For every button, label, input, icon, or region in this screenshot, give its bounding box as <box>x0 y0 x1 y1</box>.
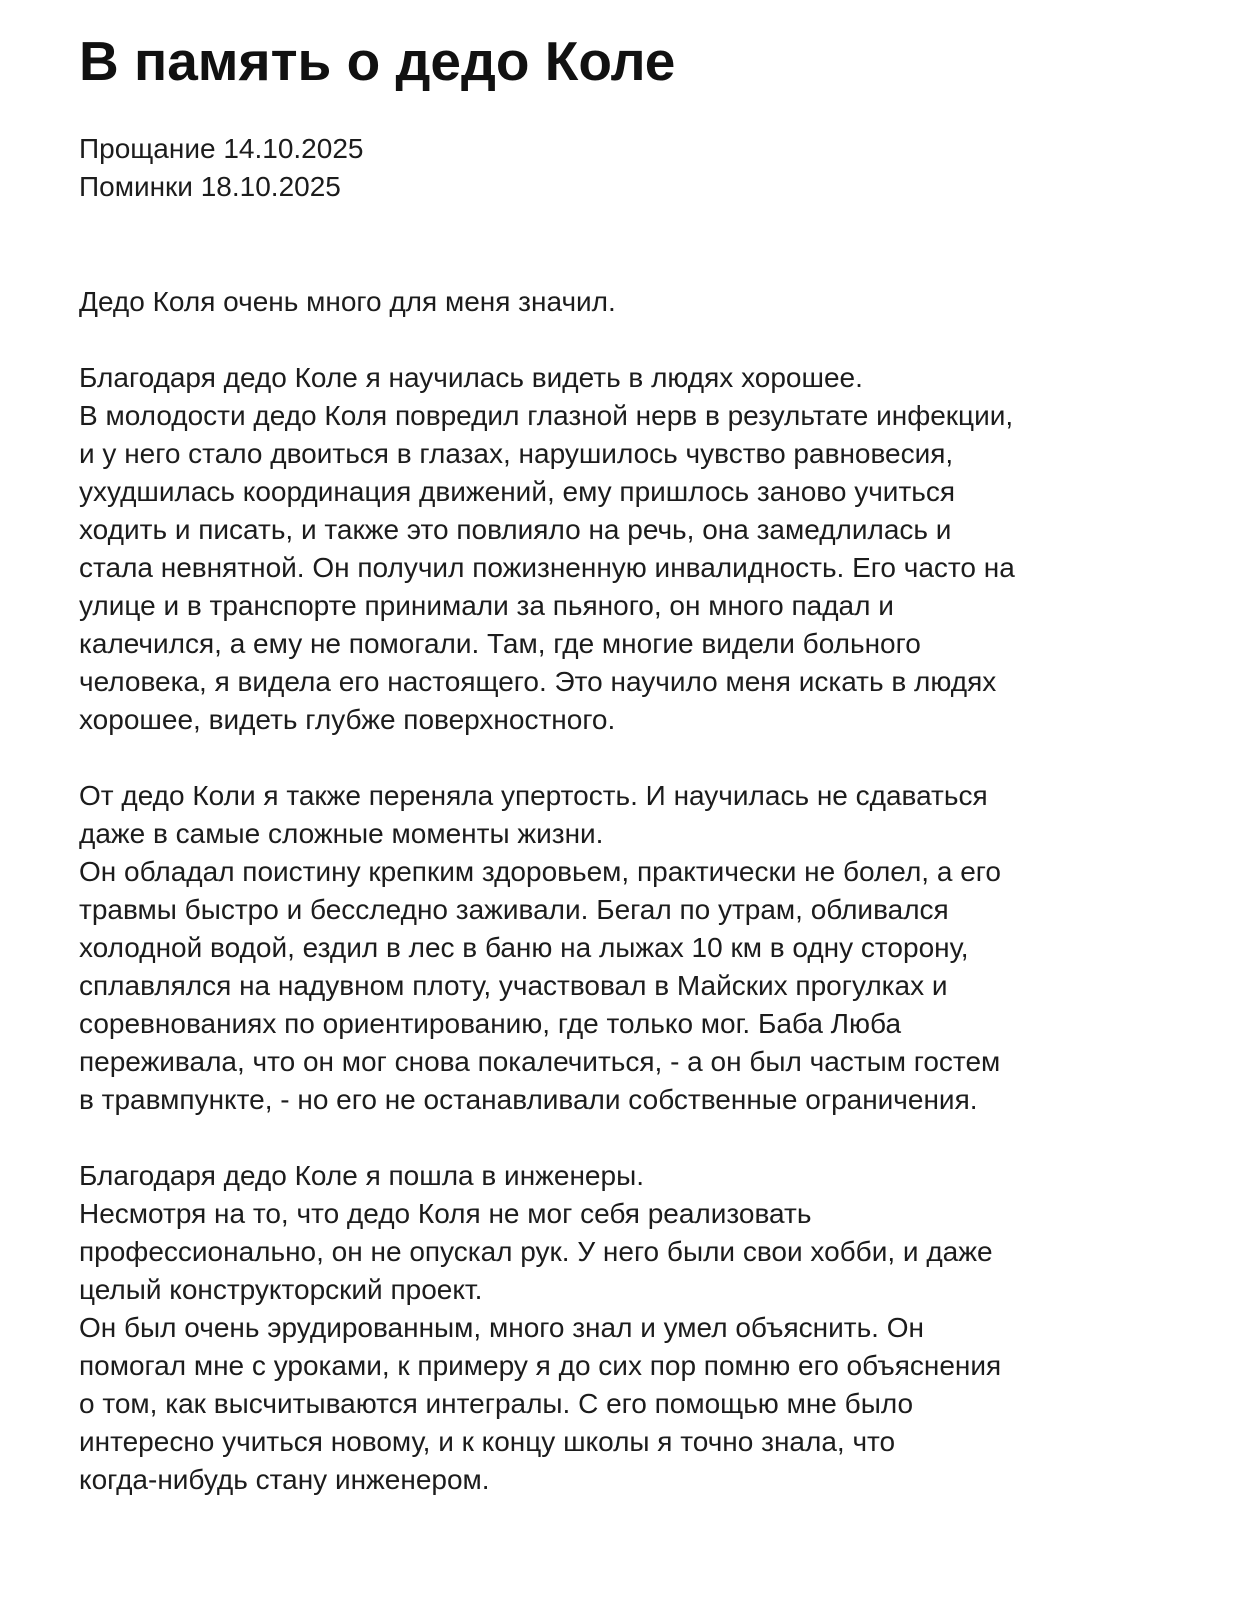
text-line: даже в самые сложные моменты жизни. <box>79 818 604 849</box>
text-line: и у него стало двоиться в глазах, нарушилось чувство равновесия, <box>79 438 954 469</box>
text-line: калечился, а ему не помогали. Там, где многие видели больного <box>79 628 921 659</box>
text-line: холодной водой, ездил в лес в баню на лыжах 10 км в одну сторону, <box>79 932 969 963</box>
wake-date: Поминки 18.10.2025 <box>79 171 341 202</box>
text-line: Дедо Коля очень много для меня значил. <box>79 286 616 317</box>
text-line: помогал мне с уроками, к примеру я до сих пор помню его объяснения <box>79 1350 1002 1381</box>
text-line: человека, я видела его настоящего. Это научило меня искать в людях <box>79 666 997 697</box>
paragraph <box>79 777 1015 1119</box>
text-line: хорошее, видеть глубже поверхностного. <box>79 704 616 735</box>
text-line: ухудшилась координация движений, ему пришлось заново учиться <box>79 476 956 507</box>
text-line: Он обладал поистину крепким здоровьем, практически не болел, а его <box>79 856 1001 887</box>
text-line: Он был очень эрудированным, много знал и умел объяснить. Он <box>79 1312 924 1343</box>
text-line: когда-нибудь стану инженером. <box>79 1464 490 1495</box>
farewell-date: Прощание 14.10.2025 <box>79 133 364 164</box>
text-line: соревнованиях по ориентированию, где только мог. Баба Люба <box>79 1008 902 1039</box>
text-line: улице и в транспорте принимали за пьяного, он много падал и <box>79 590 894 621</box>
text-line: От дедо Коли я также переняла упертость. И научилась не сдаваться <box>79 780 988 811</box>
text-line: В молодости дедо Коля повредил глазной нерв в результате инфекции, <box>79 400 1014 431</box>
paragraph-gap <box>79 1119 1015 1157</box>
text-line: переживала, что он мог снова покалечиться, - а он был частым гостем <box>79 1046 1001 1077</box>
dates-block <box>79 130 363 206</box>
paragraph <box>79 359 1015 739</box>
text-line: в травмпункте, - но его не останавливали собственные ограничения. <box>79 1084 978 1115</box>
text-line: стала невнятной. Он получил пожизненную инвалидность. Его часто на <box>79 552 1015 583</box>
paragraph-gap <box>79 321 1015 359</box>
text-line: травмы быстро и бесследно заживали. Бегал по утрам, обливался <box>79 894 949 925</box>
paragraph-gap <box>79 739 1015 777</box>
text-line: целый конструкторский проект. <box>79 1274 483 1305</box>
text-line: ходить и писать, и также это повлияло на речь, она замедлилась и <box>79 514 952 545</box>
text-line: о том, как высчитываются интегралы. С его помощью мне было <box>79 1388 914 1419</box>
text-line: профессионально, он не опускал рук. У него были свои хобби, и даже <box>79 1236 993 1267</box>
text-line: Несмотря на то, что дедо Коля не мог себя реализовать <box>79 1198 812 1229</box>
text-line: сплавлялся на надувном плоту, участвовал в Майских прогулках и <box>79 970 948 1001</box>
text-line: Благодаря дедо Коле я научилась видеть в людях хорошее. <box>79 362 863 393</box>
paragraph <box>79 283 1015 321</box>
memorial-text <box>79 283 1015 1499</box>
paragraph <box>79 1157 1015 1499</box>
text-line: интересно учиться новому, и к концу школы я точно знала, что <box>79 1426 896 1457</box>
document-title: В память о дедо Коле <box>79 30 676 92</box>
text-line: Благодаря дедо Коле я пошла в инженеры. <box>79 1160 644 1191</box>
